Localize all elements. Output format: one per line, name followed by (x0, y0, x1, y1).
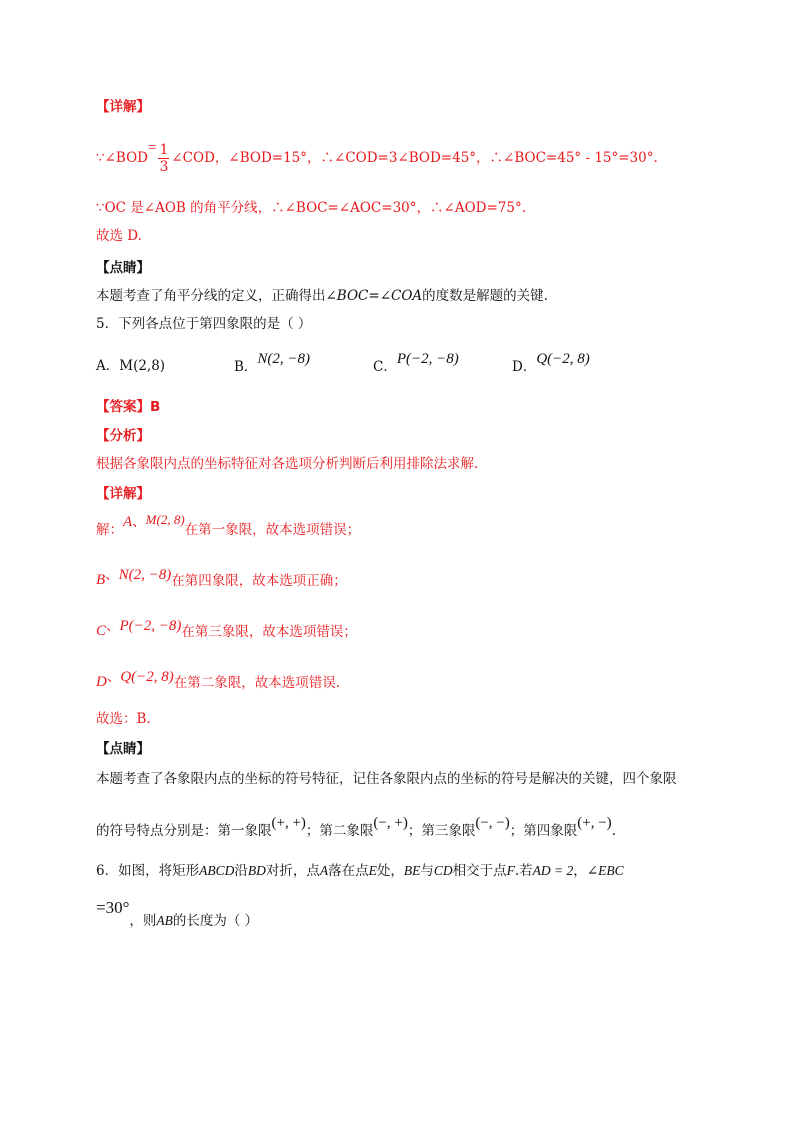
point-2-l2-a: 的符号特点分别是：第一象限 (96, 823, 272, 839)
row-c-text: 在第三象限，故本选项错误； (181, 624, 357, 640)
q6-d: 落在点 (328, 863, 369, 879)
point-text-b: 的度数是解题的关键. (422, 288, 548, 304)
point-2-line-1: 本题考查了各象限内点的坐标的符号特征，记住各象限内点的坐标的符号是解决的关键，四个象限 (96, 771, 677, 787)
fraction-denominator: 3 (159, 159, 169, 175)
analysis-text: 根据各象限内点的坐标特征对各选项分析判断后利用排除法求解. (96, 456, 479, 472)
point-text-a: 本题考查了角平分线的定义，正确得出 (96, 288, 326, 304)
row-c-math: P(−2, −8) (119, 618, 182, 634)
row-d-letter: D (96, 674, 107, 690)
quadrant-3-signs: (−, −) (475, 815, 510, 831)
detail-line-1-a: ∵∠BOD (96, 150, 148, 166)
point-text (96, 287, 548, 305)
option-c-math: P(−2, −8) (396, 351, 459, 367)
choose-line: 故选：B. (96, 711, 151, 727)
quadrant-1-signs: (+, +) (271, 815, 306, 831)
q6-cd: CD (433, 863, 453, 878)
option-d (512, 348, 590, 375)
point-2-l2-c: ；第三象限 (407, 823, 476, 839)
point-2-l2-b: ；第二象限 (305, 823, 374, 839)
detail-header-2: 【详解】 (96, 486, 150, 502)
q6-f: 与 (420, 863, 434, 879)
row-d-math: Q(−2, 8) (120, 669, 174, 685)
fraction-one-third (158, 142, 169, 175)
row-a-letter: A (123, 514, 133, 530)
row-a-prefix: 解： (96, 522, 123, 538)
q6-ebc: ∠EBC (586, 863, 624, 878)
q6-e: 处， (376, 863, 404, 879)
option-d-math: Q(−2, 8) (536, 351, 590, 367)
row-b-sep: 、 (105, 567, 119, 583)
answer-line: 【答案】B (96, 399, 161, 415)
q6-g: 相交于点 (452, 863, 507, 879)
point-2-l2-d: ；第四象限 (509, 823, 578, 839)
analysis-header: 【分析】 (96, 428, 150, 444)
option-d-label: D． (512, 359, 537, 375)
row-b-letter: B (96, 572, 106, 588)
option-c-label: C． (373, 359, 397, 375)
option-a: A．M(2,8) (96, 358, 166, 374)
q6-i: ， (573, 863, 587, 879)
row-b-math: N(2, −8) (118, 567, 172, 583)
q6-ad: AD = 2 (532, 863, 574, 878)
fraction-numerator: 1 (159, 142, 169, 158)
q6-point-e: E (368, 863, 377, 878)
point-text-math: ∠BOC=∠COA (325, 288, 423, 304)
option-b-math: N(2, −8) (257, 351, 311, 367)
detail-line-3: 故选 D. (96, 228, 142, 244)
q6-bd: BD (247, 863, 266, 878)
point-2-l2-e: . (611, 823, 616, 839)
question-5-stem: 5．下列各点位于第四象限的是（ ） (96, 316, 312, 332)
detail-row-c (96, 614, 357, 638)
q6-l2-a: ，则 (129, 913, 157, 929)
q6-h: .若 (514, 863, 533, 879)
detail-row-b (96, 563, 347, 587)
q6-abcd: ABCD (199, 863, 235, 878)
q6-a: 6．如图，将矩形 (96, 863, 200, 879)
row-d-text: 在第二象限，故本选项错误. (173, 675, 341, 691)
q6-b: 沿 (234, 863, 248, 879)
q6-point-a: A (319, 863, 329, 878)
row-a-text: 在第一象限，故本选项错误； (184, 522, 361, 538)
detail-row-d (96, 665, 340, 689)
row-c-sep: 、 (106, 618, 120, 634)
detail-line-2: ∵OC 是∠AOB 的角平分线，∴∠BOC=∠AOC=30°，∴∠AOD=75°. (96, 200, 526, 216)
detail-line-1-b: ∠COD，∠BOD=15°，∴∠COD=3∠BOD=45°，∴∠BOC=45° - 15°=30°. (171, 150, 658, 166)
q6-angle-value: =30° (96, 898, 130, 917)
q6-l2-b: 的长度为（ ） (172, 913, 259, 929)
detail-line-1 (96, 140, 658, 176)
point-header-2: 【点睛】 (96, 741, 150, 757)
option-c (373, 348, 459, 375)
quadrant-2-signs: (−, +) (373, 815, 408, 831)
detail-header: 【详解】 (96, 99, 150, 115)
question-6-line-1 (96, 862, 624, 880)
quadrant-4-signs: (+, −) (577, 815, 612, 831)
row-b-text: 在第四象限，故本选项正确； (171, 573, 347, 589)
q6-point-f: F (506, 863, 515, 878)
point-header: 【点睛】 (96, 260, 150, 276)
row-a-math: M(2, 8) (145, 512, 185, 527)
q6-be: BE (403, 863, 421, 878)
q6-ab: AB (156, 913, 173, 928)
row-a-sep: 、 (132, 514, 146, 530)
question-6-line-2 (96, 898, 259, 929)
row-c-letter: C (96, 623, 107, 639)
detail-row-a (96, 512, 360, 536)
equals-sign: = (147, 140, 157, 156)
q6-c: 对折，点 (265, 863, 320, 879)
point-2-line-2 (96, 812, 616, 839)
row-d-sep: 、 (106, 669, 121, 685)
option-b (234, 348, 311, 375)
option-b-label: B． (234, 359, 258, 375)
